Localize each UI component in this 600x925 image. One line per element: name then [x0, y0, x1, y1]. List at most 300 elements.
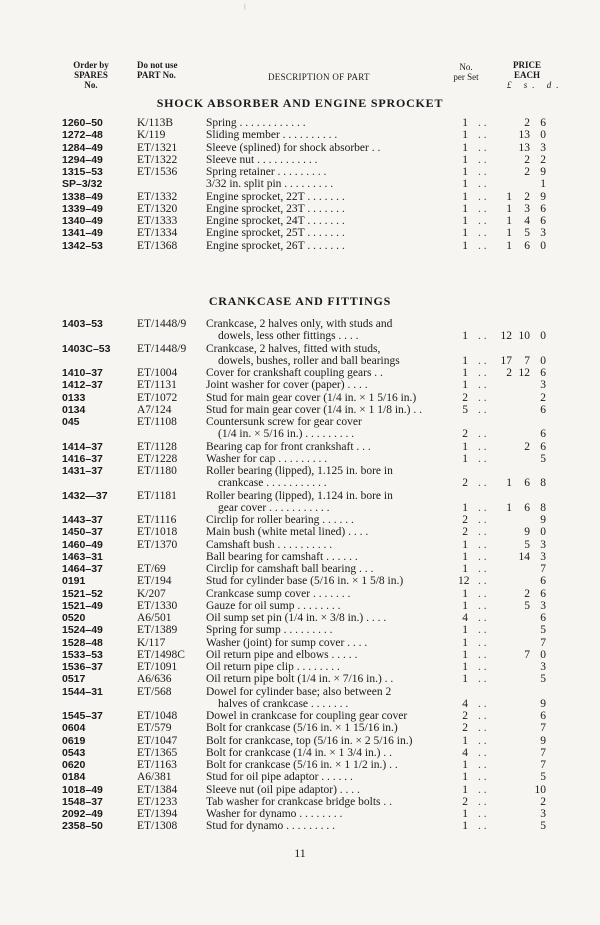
order-number: 1533–53	[62, 648, 103, 661]
part-number: ET/194	[137, 575, 172, 588]
leader-dots: . .	[478, 440, 487, 453]
price-shillings: 10	[518, 330, 530, 343]
leader-dots: . .	[478, 403, 487, 416]
part-number: ET/1330	[137, 599, 178, 612]
description-line: Spring . . . . . . . . . . . .	[206, 117, 306, 129]
price-pence: 0	[540, 239, 546, 252]
part-number: K/119	[137, 129, 166, 142]
description-line: Crankcase, 2 halves only, with studs and	[206, 318, 393, 330]
part-number: ET/568	[137, 685, 172, 698]
price-shillings: 12	[518, 367, 530, 379]
price-pence: 3	[540, 538, 546, 551]
leader-dots: . .	[478, 771, 487, 784]
price-pence: 0	[540, 526, 546, 539]
leader-dots: . .	[478, 673, 487, 686]
price-shillings: 2	[524, 153, 530, 166]
table-row	[0, 784, 600, 796]
description-line: Sleeve (splined) for shock absorber . .	[206, 141, 381, 154]
part-number: ET/69	[137, 563, 166, 575]
description-line: Circlip for roller bearing . . . . . .	[206, 514, 354, 526]
price-pounds: 12	[500, 330, 512, 343]
part-number: ET/1448/9	[137, 342, 187, 355]
price-pence: 0	[540, 648, 546, 661]
description-line: Bolt for crankcase (5/16 in. × 1 15/16 in.)	[206, 722, 398, 735]
price-pence: 6	[540, 587, 546, 600]
part-number: ET/1108	[137, 416, 177, 428]
price-shillings: 5	[524, 227, 530, 240]
part-number: ET/1180	[137, 465, 177, 477]
price-pounds: 1	[506, 239, 512, 252]
do-not-use-header	[137, 60, 178, 80]
order-number: 0619	[62, 734, 86, 747]
price-shillings: 2	[524, 190, 530, 203]
part-number: ET/579	[137, 722, 172, 735]
part-number: ET/1181	[137, 489, 177, 502]
leader-dots: . .	[478, 746, 487, 759]
description-line: Circlip for camshaft ball bearing . . .	[206, 563, 374, 575]
order-number: 1416–37	[62, 452, 103, 465]
leader-dots: . .	[478, 722, 487, 735]
description-line: halves of crankcase . . . . . . .	[218, 697, 349, 710]
leader-dots: . .	[478, 215, 487, 227]
price-each-header	[507, 60, 547, 80]
order-number: 0604	[62, 722, 86, 735]
price-pence: 0	[540, 330, 546, 343]
price-shillings: 4	[524, 215, 530, 227]
quantity: 2	[462, 428, 468, 441]
price-pence: 7	[540, 563, 546, 575]
price-pence: 6	[540, 575, 546, 588]
leader-dots: . .	[478, 428, 487, 441]
page-number: 11	[294, 846, 306, 860]
order-number: 1414–37	[62, 440, 103, 453]
leader-dots: . .	[478, 202, 487, 215]
order-line3: No.	[84, 80, 98, 90]
order-line1: Order by	[73, 60, 109, 70]
quantity: 1	[462, 661, 468, 673]
order-number: 1410–37	[62, 367, 103, 379]
quantity: 1	[462, 783, 468, 796]
price-shillings: 2	[524, 587, 530, 600]
part-number: A7/124	[137, 403, 172, 416]
part-number: A6/636	[137, 673, 172, 686]
description-line: Oil return pipe clip . . . . . . . .	[206, 661, 340, 673]
price-pence: 6	[540, 612, 546, 624]
order-number: 0520	[62, 612, 86, 624]
price-pence: 7	[540, 759, 546, 771]
quantity: 1	[462, 452, 468, 465]
part-number: ET/1091	[137, 661, 178, 673]
order-number: 1284–49	[62, 141, 103, 154]
description-line: Bolt for crankcase (1/4 in. × 1 3/4 in.) . .	[206, 746, 392, 759]
quantity: 1	[462, 153, 468, 166]
price-pounds: 1	[506, 215, 512, 227]
leader-dots: . .	[478, 636, 487, 649]
price-pence: 5	[540, 820, 546, 833]
quantity: 1	[462, 190, 468, 203]
part-number: ET/1333	[137, 215, 178, 227]
price-pence: 7	[540, 636, 546, 649]
description-line: Bearing cap for front crankshaft . . .	[206, 440, 371, 453]
description-line: Bolt for crankcase (5/16 in. × 1 1/2 in.) . .	[206, 759, 398, 771]
order-number: 1463–31	[62, 550, 103, 563]
leader-dots: . .	[478, 190, 487, 203]
description-line: Washer (joint) for sump cover . . . .	[206, 636, 368, 649]
quantity: 1	[462, 239, 468, 252]
order-number: 1460–49	[62, 538, 103, 551]
description-line: Crankcase, 2 halves, fitted with studs,	[206, 342, 381, 355]
quantity: 1	[462, 166, 468, 178]
description-line: gear cover . . . . . . . . . . .	[218, 501, 330, 514]
price-shillings: 5	[524, 538, 530, 551]
order-number: 1294–49	[62, 153, 103, 166]
leader-dots: . .	[478, 612, 487, 624]
price-pence: 5	[540, 771, 546, 784]
description-line: Engine sprocket, 26T . . . . . . .	[206, 239, 345, 252]
table-row	[0, 649, 600, 661]
order-number: 1536–37	[62, 661, 103, 673]
leader-dots: . .	[478, 129, 487, 142]
part-number: ET/1131	[137, 379, 177, 392]
order-number: 1018–49	[62, 783, 103, 796]
part-number: ET/1128	[137, 440, 177, 453]
order-number: 1412–37	[62, 379, 103, 392]
table-row	[0, 367, 600, 379]
order-number: 1340–49	[62, 215, 103, 227]
table-row	[0, 551, 600, 563]
column-header	[0, 60, 600, 96]
price-line2: EACH	[513, 70, 540, 80]
donot-line2: PART No.	[137, 70, 176, 80]
part-number: ET/1048	[137, 710, 178, 722]
table-row	[0, 404, 600, 416]
description-line: Oil sump set pin (1/4 in. × 3/8 in.) . . . .	[206, 612, 387, 624]
quantity: 1	[462, 227, 468, 240]
price-pence: 8	[540, 501, 546, 514]
order-number: 1315–53	[62, 166, 103, 178]
leader-dots: . .	[478, 501, 487, 514]
description-line: Cover for crankshaft coupling gears . .	[206, 367, 383, 379]
quantity: 4	[462, 697, 468, 710]
description-line: 3/32 in. split pin . . . . . . . . .	[206, 178, 334, 191]
table-row	[0, 392, 600, 404]
part-number: ET/1368	[137, 239, 178, 252]
description-line: crankcase . . . . . . . . . . .	[218, 477, 327, 490]
leader-dots: . .	[478, 783, 487, 796]
part-number: ET/1394	[137, 808, 178, 820]
quantity: 1	[462, 178, 468, 191]
price-shillings: 2	[524, 117, 530, 129]
table-row	[0, 142, 600, 154]
part-number: ET/1332	[137, 190, 178, 203]
table-row	[0, 154, 600, 166]
price-shillings: 6	[524, 501, 530, 514]
description-line: Joint washer for cover (paper) . . . .	[206, 379, 368, 392]
description-line: Engine sprocket, 24T . . . . . . .	[206, 215, 345, 227]
order-number: 1260–50	[62, 117, 103, 129]
price-pence: 6	[540, 710, 546, 722]
price-pence: 3	[540, 661, 546, 673]
table-row	[0, 735, 600, 747]
quantity: 2	[462, 526, 468, 539]
part-number: ET/1047	[137, 734, 178, 747]
quantity: 1	[462, 117, 468, 129]
quantity: 12	[458, 575, 470, 588]
price-pence: 7	[540, 722, 546, 735]
price-pence: 1	[540, 178, 546, 191]
order-number: 2092–49	[62, 808, 103, 820]
order-number: 1521–49	[62, 599, 103, 612]
quantity: 1	[462, 330, 468, 343]
order-number: 1431–37	[62, 465, 103, 477]
leader-dots: . .	[478, 239, 487, 252]
leader-dots: . .	[478, 710, 487, 722]
price-pence: 6	[540, 440, 546, 453]
leader-dots: . .	[478, 808, 487, 820]
order-number: 1545–37	[62, 710, 103, 722]
table-row	[0, 539, 600, 551]
part-number: ET/1334	[137, 227, 178, 240]
order-number: 0133	[62, 391, 86, 404]
leader-dots: . .	[478, 599, 487, 612]
leader-dots: . .	[478, 563, 487, 575]
table-row	[0, 637, 600, 649]
part-number: A6/381	[137, 771, 172, 784]
table-row	[0, 465, 600, 490]
price-shillings: 6	[524, 477, 530, 490]
description-line: Gauze for oil sump . . . . . . . .	[206, 599, 341, 612]
part-number: ET/1321	[137, 141, 178, 154]
price-pence: 3	[540, 599, 546, 612]
description-line: Engine sprocket, 23T . . . . . . .	[206, 202, 345, 215]
table-row	[0, 191, 600, 203]
quantity: 2	[462, 477, 468, 490]
leader-dots: . .	[478, 178, 487, 191]
leader-dots: . .	[478, 379, 487, 392]
price-pounds: 1	[506, 202, 512, 215]
table-row	[0, 490, 600, 515]
price-pence: 3	[540, 808, 546, 820]
table-row	[0, 673, 600, 685]
price-shillings: 13	[518, 129, 530, 142]
price-pence: 3	[540, 141, 546, 154]
part-number: ET/1308	[137, 820, 178, 833]
order-number: 0184	[62, 771, 86, 784]
part-number: ET/1448/9	[137, 318, 187, 330]
table-row	[0, 624, 600, 636]
order-number: 0620	[62, 759, 86, 771]
price-pence: 9	[540, 697, 546, 710]
quantity: 1	[462, 563, 468, 575]
price-pence: 3	[540, 227, 546, 240]
part-number: ET/1322	[137, 153, 178, 166]
leader-dots: . .	[478, 648, 487, 661]
order-number: 0543	[62, 746, 86, 759]
order-number: 1403–53	[62, 318, 103, 330]
table-row	[0, 710, 600, 722]
leader-dots: . .	[478, 330, 487, 343]
leader-dots: . .	[478, 759, 487, 771]
section-title-shock-absorber: SHOCK ABSORBER AND ENGINE SPROCKET	[156, 96, 444, 110]
description-line: Tab washer for crankcase bridge bolts . .	[206, 795, 392, 808]
leader-dots: . .	[478, 166, 487, 178]
order-number: 1443–37	[62, 514, 103, 526]
price-pence: 9	[540, 190, 546, 203]
leader-dots: . .	[478, 624, 487, 637]
order-number: 0134	[62, 403, 86, 416]
leader-dots: . .	[478, 820, 487, 833]
quantity: 1	[462, 367, 468, 379]
price-line1: PRICE	[512, 60, 541, 70]
table-row	[0, 661, 600, 673]
part-number: ET/1004	[137, 367, 178, 379]
table-row	[0, 240, 600, 252]
leader-dots: . .	[478, 697, 487, 710]
price-pence: 3	[540, 379, 546, 392]
quantity: 4	[462, 612, 468, 624]
quantity: 1	[462, 141, 468, 154]
leader-dots: . .	[478, 117, 487, 129]
part-number: ET/1116	[137, 514, 177, 526]
quantity: 4	[462, 746, 468, 759]
leader-dots: . .	[478, 538, 487, 551]
order-number: 1524–49	[62, 624, 103, 637]
quantity: 1	[462, 354, 468, 367]
table-row	[0, 796, 600, 808]
order-number: 045	[62, 416, 80, 428]
part-number: K/117	[137, 636, 166, 649]
order-number: 0517	[62, 673, 86, 686]
price-shillings: 3	[524, 202, 530, 215]
quantity: 2	[462, 795, 468, 808]
description-line: Stud for main gear cover (1/4 in. × 1 1/8 in.) . .	[206, 403, 422, 416]
order-by-header	[62, 60, 120, 90]
price-pounds: 1	[506, 501, 512, 514]
price-shillings: 2	[524, 440, 530, 453]
table-row	[0, 379, 600, 391]
table-row	[0, 416, 600, 441]
table-row	[0, 215, 600, 227]
price-pence: 8	[540, 477, 546, 490]
order-number: 1338–49	[62, 190, 103, 203]
table-row	[0, 166, 600, 178]
description-line: Spring for sump . . . . . . . . .	[206, 624, 333, 637]
table-row	[0, 759, 600, 771]
price-pounds: 17	[500, 354, 512, 367]
table-row	[0, 722, 600, 734]
quantity: 1	[462, 538, 468, 551]
order-number: 1544–31	[62, 685, 103, 698]
part-number: ET/1228	[137, 452, 178, 465]
quantity: 1	[462, 820, 468, 833]
price-pence: 0	[540, 354, 546, 367]
leader-dots: . .	[478, 575, 487, 588]
quantity: 1	[462, 215, 468, 227]
price-shillings: 7	[524, 354, 530, 367]
table-row	[0, 318, 600, 343]
description-line: Oil return pipe and elbows . . . . .	[206, 648, 358, 661]
description-line: Washer for cap . . . . . . . . .	[206, 452, 328, 465]
order-number: 1464–37	[62, 563, 103, 575]
description-line: Washer for dynamo . . . . . . . .	[206, 808, 343, 820]
leader-dots: . .	[478, 477, 487, 490]
quantity: 1	[462, 636, 468, 649]
quantity: 1	[462, 379, 468, 392]
description-line: Stud for oil pipe adaptor . . . . . .	[206, 771, 353, 784]
table-row	[0, 686, 600, 711]
description-line: Sliding member . . . . . . . . . .	[206, 129, 338, 142]
price-pence: 6	[540, 428, 546, 441]
quantity: 1	[462, 759, 468, 771]
price-pounds: 1	[506, 190, 512, 203]
price-pence: 6	[540, 215, 546, 227]
order-number: 1339–49	[62, 202, 103, 215]
leader-dots: . .	[478, 354, 487, 367]
description-header: DESCRIPTION OF PART	[268, 72, 370, 82]
price-pence: 2	[540, 153, 546, 166]
part-number: ET/1498C	[137, 648, 185, 661]
quantity: 1	[462, 673, 468, 686]
part-number: ET/1384	[137, 783, 178, 796]
leader-dots: . .	[478, 587, 487, 600]
price-pence: 9	[540, 166, 546, 178]
description-line: Engine sprocket, 25T . . . . . . .	[206, 227, 345, 240]
leader-dots: . .	[478, 734, 487, 747]
leader-dots: . .	[478, 367, 487, 379]
order-number: SP–3/32	[62, 178, 103, 191]
order-number: 0191	[62, 575, 86, 588]
description-line: Dowel for cylinder base; also between 2	[206, 685, 392, 698]
order-number: 1521–52	[62, 587, 103, 600]
price-pence: 9	[540, 734, 546, 747]
table-row	[0, 178, 600, 190]
quantity: 1	[462, 624, 468, 637]
price-pence: 0	[540, 129, 546, 142]
leader-dots: . .	[478, 550, 487, 563]
no-line2: per Set	[453, 72, 479, 82]
quantity: 1	[462, 550, 468, 563]
table-row	[0, 129, 600, 141]
table-row	[0, 808, 600, 820]
price-pence: 2	[540, 391, 546, 404]
price-pence: 7	[540, 746, 546, 759]
table-row	[0, 227, 600, 239]
description-line: Roller bearing (lipped), 1.125 in. bore in	[206, 465, 393, 477]
quantity: 5	[462, 403, 468, 416]
table-row	[0, 600, 600, 612]
description-line: Oil return pipe bolt (1/4 in. × 7/16 in.) . .	[206, 673, 394, 686]
table-row	[0, 747, 600, 759]
description-line: Camshaft bush . . . . . . . . . .	[206, 538, 333, 551]
description-line: Sleeve nut (oil pipe adaptor) . . . .	[206, 783, 360, 796]
quantity: 2	[462, 710, 468, 722]
table-row	[0, 203, 600, 215]
quantity: 2	[462, 514, 468, 526]
order-line2: SPARES	[74, 70, 108, 80]
part-number: ET/1163	[137, 759, 177, 771]
quantity: 1	[462, 808, 468, 820]
description-line: Ball bearing for camshaft . . . . . .	[206, 550, 358, 563]
price-pence: 2	[540, 795, 546, 808]
order-number: 1342–53	[62, 239, 103, 252]
price-shillings: 14	[518, 550, 530, 563]
description-line: Main bush (white metal lined) . . . .	[206, 526, 369, 539]
donot-line1: Do not use	[137, 60, 178, 70]
description-line: (1/4 in. × 5/16 in.) . . . . . . . . .	[218, 428, 355, 441]
price-pence: 5	[540, 452, 546, 465]
table-row	[0, 771, 600, 783]
table-row	[0, 441, 600, 453]
